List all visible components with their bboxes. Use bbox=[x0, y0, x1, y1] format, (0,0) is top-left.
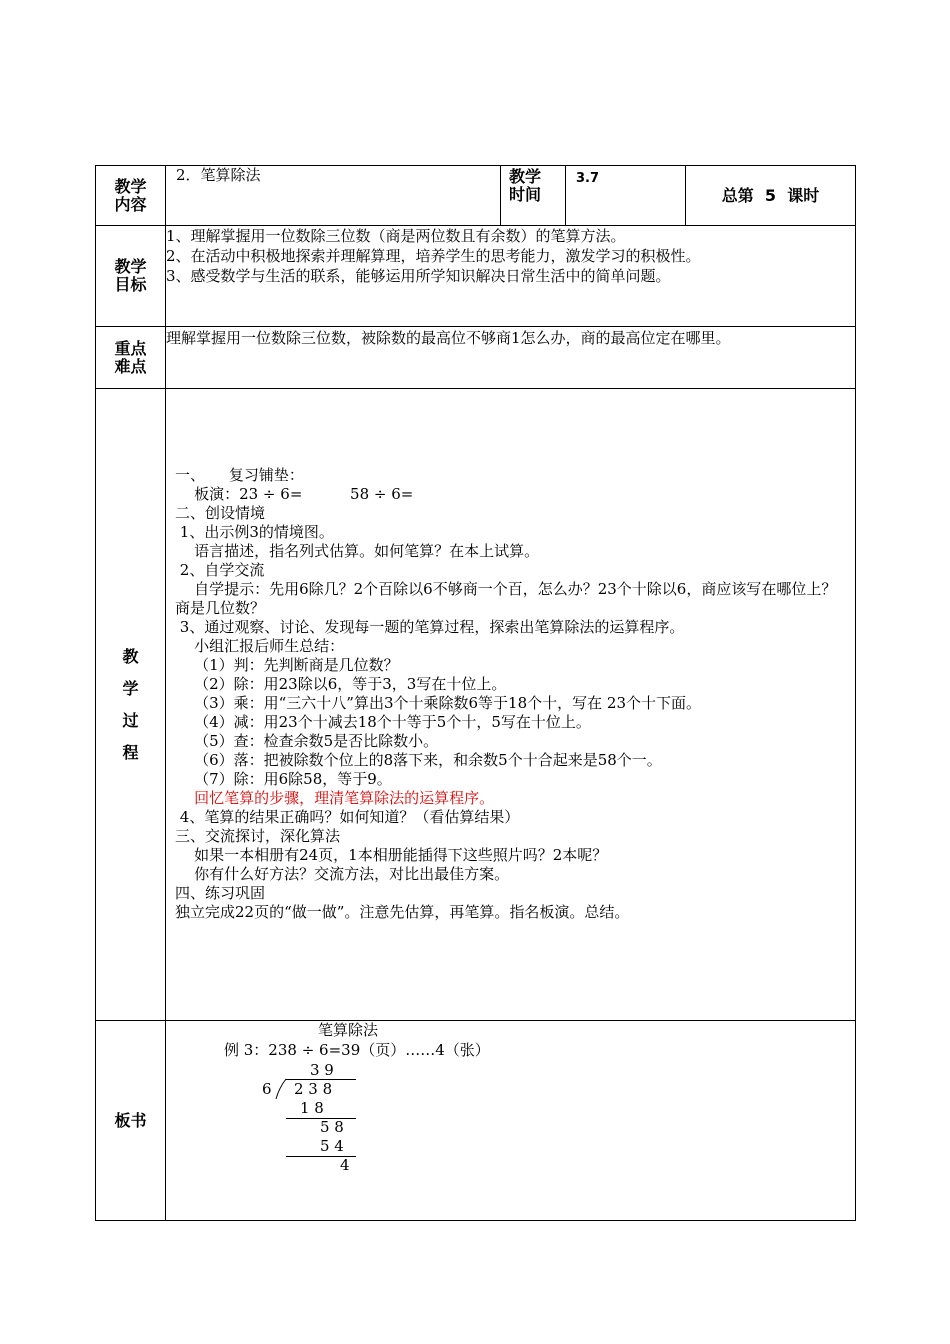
process-line: 自学提示：先用6除几？2个百除以6不够商一个百，怎么办？23个十除以6，商应该写在哪位上？商是几位数？ bbox=[175, 580, 837, 617]
board-title: 笔算除法 bbox=[318, 1021, 379, 1039]
content-label: 教学 内容 bbox=[96, 166, 166, 226]
goal-item: 3、感受数学与生活的联系，能够运用所学知识解决日常生活中的简单问题。 bbox=[166, 267, 671, 285]
board-step3: 5 4 bbox=[320, 1137, 344, 1155]
board-dividend: 2 3 8 bbox=[294, 1080, 333, 1098]
time-value: 3.7 bbox=[566, 166, 686, 226]
key-points-label: 重点 难点 bbox=[96, 327, 166, 389]
process-line: 语言描述，指名列式估算。如何笔算？在本上试算。 bbox=[175, 542, 540, 560]
board-example: 例 3：238 ÷ 6=39（页）……4（张） bbox=[224, 1041, 490, 1059]
process-line: （6）落：把被除数个位上的8落下来，和余数5个十合起来是58个一。 bbox=[175, 751, 662, 769]
process-line: （2）除：用23除以6，等于3，3写在十位上。 bbox=[175, 675, 507, 693]
goal-item: 2、在活动中积极地探索并理解算理，培养学生的思考能力，激发学习的积极性。 bbox=[166, 247, 701, 265]
board-divisor: 6 bbox=[262, 1080, 272, 1098]
process-line: 小组汇报后师生总结： bbox=[175, 637, 345, 655]
process-line: 1、出示例3的情境图。 bbox=[175, 523, 334, 541]
division-bracket bbox=[274, 1078, 290, 1100]
process-line: （3）乘：用“三六十八”算出3个十乘除数6等于18个十，写在 23个十下面。 bbox=[175, 694, 701, 712]
lesson-total: 总第 5 课时 bbox=[686, 166, 856, 226]
process-line: （7）除：用6除58，等于9。 bbox=[175, 770, 392, 788]
process-line: 回忆笔算的步骤，理清笔算除法的运算程序。 bbox=[175, 789, 495, 807]
process-line: 独立完成22页的“做一做”。注意先估算，再笔算。指名板演。总结。 bbox=[175, 903, 630, 921]
process-line: 板演：23 ÷ 6= 58 ÷ 6= bbox=[175, 485, 414, 503]
process-line: （5）查：检查余数5是否比除数小。 bbox=[175, 732, 439, 750]
process-line: （1）判：先判断商是几位数？ bbox=[175, 656, 399, 674]
board-step1: 1 8 bbox=[300, 1099, 324, 1117]
lesson-plan-table bbox=[95, 165, 856, 1221]
time-label: 教学 时间 bbox=[501, 166, 566, 226]
process-content bbox=[166, 389, 856, 1021]
goal-item: 1、理解掌握用一位数除三位数（商是两位数且有余数）的笔算方法。 bbox=[166, 227, 626, 245]
process-line: 2、自学交流 bbox=[175, 561, 265, 579]
process-line: 如果一本相册有24页，1本相册能插得下这些照片吗？2本呢？ bbox=[175, 846, 608, 864]
process-line: 三、交流探讨，深化算法 bbox=[175, 827, 341, 845]
board-remainder: 4 bbox=[340, 1156, 350, 1174]
process-line: 四、练习巩固 bbox=[175, 884, 266, 902]
process-line: 4、笔算的结果正确吗？如何知道？（看估算结果） bbox=[175, 808, 520, 826]
board-content bbox=[166, 1021, 856, 1221]
process-line: 二、创设情境 bbox=[175, 504, 266, 522]
key-points-text: 理解掌握用一位数除三位数，被除数的最高位不够商1怎么办，商的最高位定在哪里。 bbox=[166, 327, 856, 389]
process-line: 你有什么好方法？交流方法，对比出最佳方案。 bbox=[175, 865, 510, 883]
process-line: 一、 复习铺垫： bbox=[175, 466, 304, 484]
content-value: 2．笔算除法 bbox=[166, 166, 501, 226]
process-line: 3、通过观察、讨论、发现每一题的笔算过程，探索出笔算除法的运算程序。 bbox=[175, 618, 685, 636]
goals-list bbox=[166, 226, 856, 327]
board-label: 板书 bbox=[96, 1021, 166, 1221]
board-quotient: 3 9 bbox=[310, 1061, 334, 1079]
process-label: 教 学 过 程 bbox=[96, 389, 166, 1021]
board-step2: 5 8 bbox=[320, 1118, 344, 1136]
goals-label: 教学 目标 bbox=[96, 226, 166, 327]
process-line: （4）减：用23个十减去18个十等于5个十，5写在十位上。 bbox=[175, 713, 591, 731]
